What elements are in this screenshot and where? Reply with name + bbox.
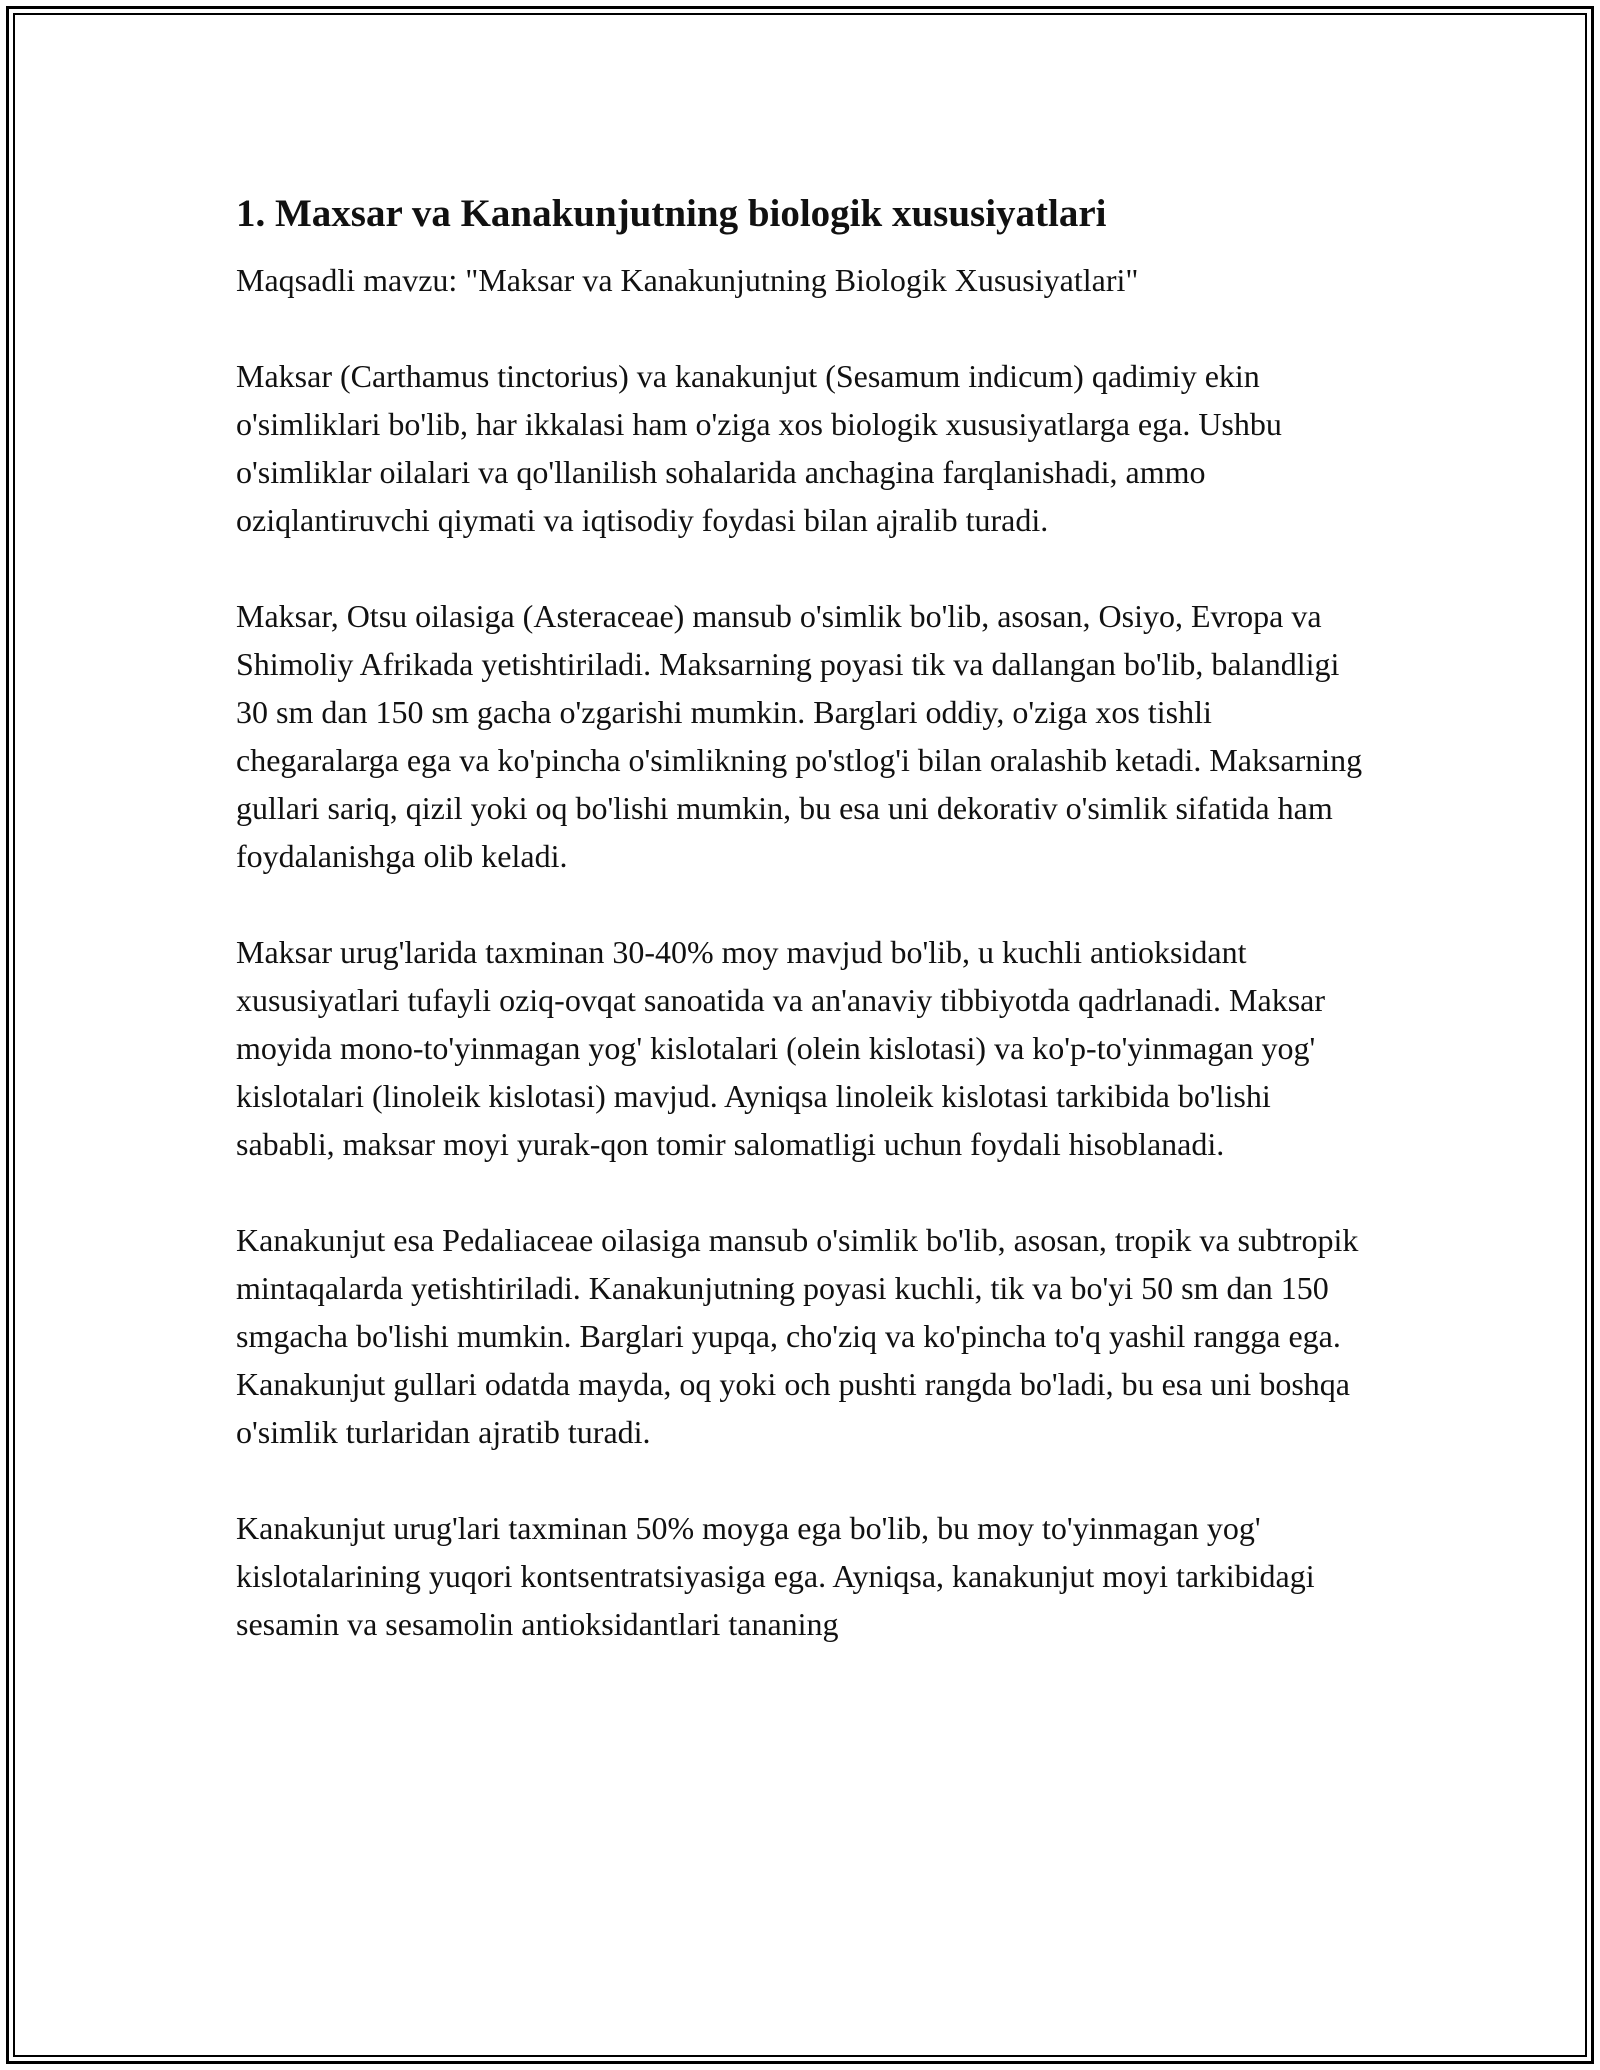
- paragraph-kanakunjut-morphology: Kanakunjut esa Pedaliaceae oilasiga mansub o'simlik bo'lib, asosan, tropik va subtropik mintaqalarda yetishtiriladi. Kanakunjutning poyasi kuchli, tik va bo'yi 50 sm dan 150 smgacha bo'lishi mumkin. Barglari yupqa, cho'ziq va ko'pincha to'q yashil rangga ega. Kanakunjut gullari odatda mayda, oq yoki och pushti rangda bo'ladi, bu esa uni boshqa o'simlik turlaridan ajratib turadi.: [236, 1222, 1359, 1450]
- section-heading: 1. Maxsar va Kanakunjutning biologik xususiyatlari: [236, 192, 1107, 235]
- paragraph-kanakunjut-oil: Kanakunjut urug'lari taxminan 50% moyga ega bo'lib, bu moy to'yinmagan yog' kislotalarining yuqori kontsentratsiyasiga ega. Ayniqsa, kanakunjut moyi tarkibidagi sesamin va sesamolin antioksidantlari tananing: [236, 1510, 1315, 1642]
- paragraph-intro: Maksar (Carthamus tinctorius) va kanakunjut (Sesamum indicum) qadimiy ekin o'simliklari bo'lib, har ikkalasi ham o'ziga xos biologik xususiyatlarga ega. Ushbu o'simliklar oilalari va qo'llanilish sohalarida anchagina farqlanishadi, ammo oziqlantiruvchi qiymati va iqtisodiy foydasi bilan ajralib turadi.: [236, 358, 1282, 538]
- paragraph-maksar-morphology: Maksar, Otsu oilasiga (Asteraceae) mansub o'simlik bo'lib, asosan, Osiyo, Evropa va Shimoliy Afrikada yetishtiriladi. Maksarning poyasi tik va dallangan bo'lib, balandligi 30 sm dan 150 sm gacha o'zgarishi mumkin. Barglari oddiy, o'ziga xos tishli chegaralarga ega va ko'pincha o'simlikning po'stlog'i bilan oralashib ketadi. Maksarning gullari sariq, qizil yoki oq bo'lishi mumkin, bu esa uni dekorativ o'simlik sifatida ham foydalanishga olib keladi.: [236, 598, 1363, 874]
- document-body: [236, 190, 1366, 1696]
- subject-line: Maqsadli mavzu: "Maksar va Kanakunjutning Biologik Xususiyatlari": [236, 262, 1139, 298]
- paragraph-maksar-oil: Maksar urug'larida taxminan 30-40% moy mavjud bo'lib, u kuchli antioksidant xususiyatlari tufayli oziq-ovqat sanoatida va an'anaviy tibbiyotda qadrlanadi. Maksar moyida mono-to'yinmagan yog' kislotalari (olein kislotasi) va ko'p-to'yinmagan yog' kislotalari (linoleik kislotasi) mavjud. Ayniqsa linoleik kislotasi tarkibida bo'lishi sababli, maksar moyi yurak-qon tomir salomatligi uchun foydali hisoblanadi.: [236, 934, 1325, 1162]
